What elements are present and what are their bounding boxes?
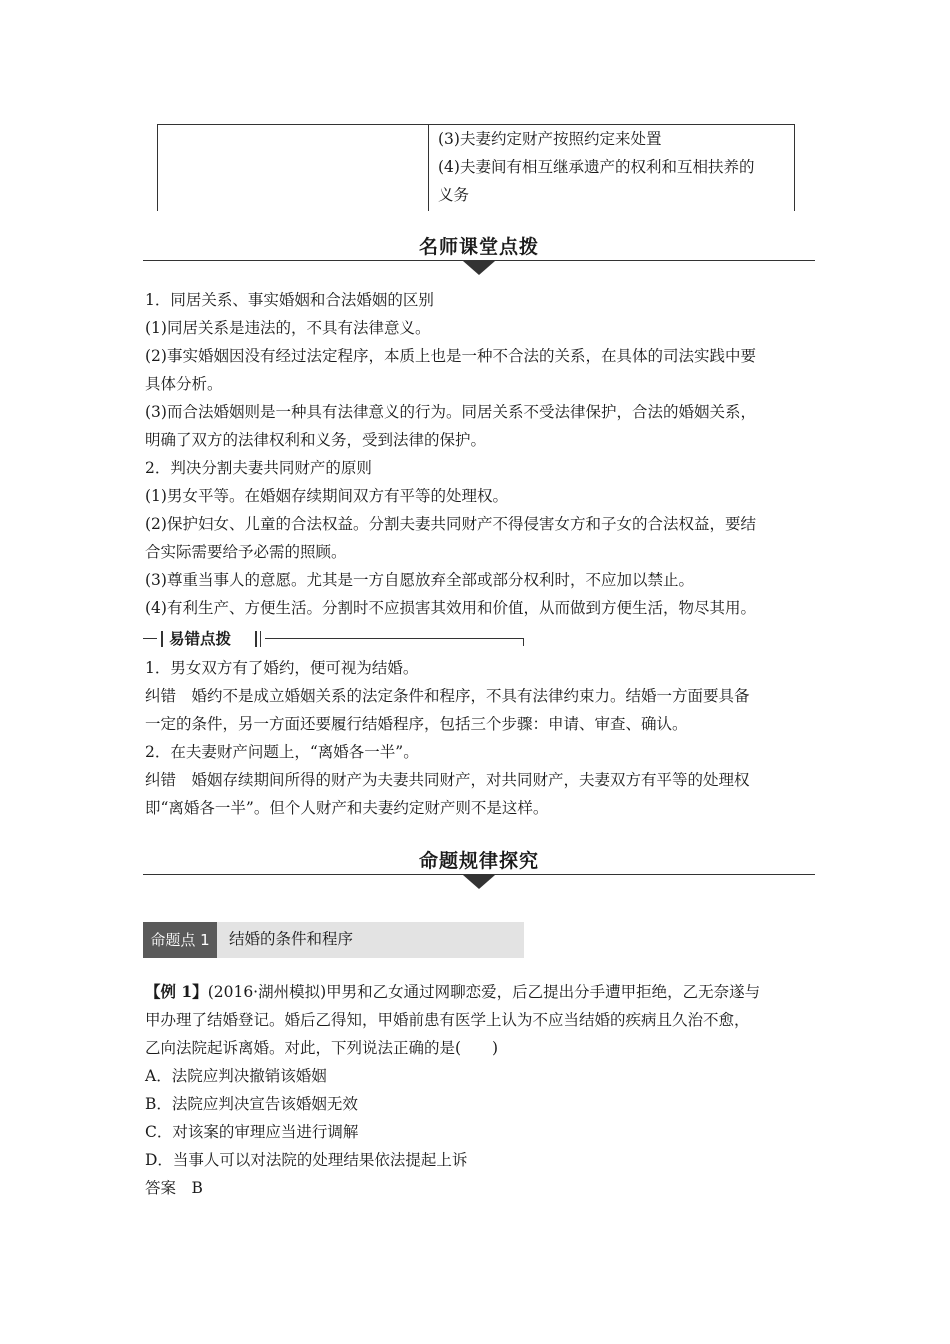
paragraph-line: 合实际需要给予必需的照顾。 — [145, 543, 347, 561]
paragraph-line: 纠错 婚约不是成立婚姻关系的法定条件和程序，不具有法律约束力。结婚一方面要具备 — [145, 687, 750, 705]
triangle-icon — [463, 261, 495, 275]
paragraph-line: 2．判决分割夫妻共同财产的原则 — [145, 459, 372, 477]
table-fragment — [157, 124, 795, 211]
section-title: 命题规律探究 — [418, 850, 539, 872]
option-c: C．对该案的审理应当进行调解 — [145, 1123, 359, 1141]
paragraph-line: 具体分析。 — [145, 375, 223, 393]
option-d: D．当事人可以对法院的处理结果依法提起上诉 — [145, 1151, 468, 1169]
table-divider — [428, 125, 429, 211]
paragraph-line: 1．男女双方有了婚约，便可视为结婚。 — [145, 659, 419, 677]
topic-bar — [143, 922, 524, 958]
paragraph-line: (3)尊重当事人的意愿。尤其是一方自愿放弃全部或部分权利时，不应加以禁止。 — [145, 571, 694, 589]
table-line: (3)夫妻约定财产按照约定来处置 — [438, 130, 662, 148]
topic-tag: 命题点 1 — [143, 922, 217, 958]
paragraph-line: (2)事实婚姻因没有经过法定程序，本质上也是一种不合法的关系，在具体的司法实践中要 — [145, 347, 756, 365]
example-text: (2016·湖州模拟)甲男和乙女通过网聊恋爱，后乙提出分手遭甲拒绝，乙无奈遂与 — [207, 983, 761, 1001]
section-header — [143, 846, 815, 886]
paragraph-line: (2)保护妇女、儿童的合法权益。分割夫妻共同财产不得侵害女方和子女的合法权益，要结 — [145, 515, 756, 533]
topic-text: 结婚的条件和程序 — [229, 930, 354, 948]
paragraph-line: 2．在夫妻财产问题上，“离婚各一半”。 — [145, 743, 419, 761]
tip-header — [143, 628, 525, 650]
paragraph-line: (4)有利生产、方便生活。分割时不应损害其效用和价值，从而做到方便生活，物尽其用。 — [145, 599, 756, 617]
example-line: 甲办理了结婚登记。婚后乙得知，甲婚前患有医学上认为不应当结婚的疾病且久治不愈， — [145, 1011, 750, 1029]
tip-body — [145, 654, 815, 822]
paragraph-line: 即“离婚各一半”。但个人财产和夫妻约定财产则不是这样。 — [145, 799, 549, 817]
example-line: 乙向法院起诉离婚。对此，下列说法正确的是( ) — [145, 1039, 499, 1057]
paragraph-line: 1．同居关系、事实婚姻和合法婚姻的区别 — [145, 291, 434, 309]
table-cell — [438, 125, 788, 209]
section-title: 名师课堂点拨 — [418, 236, 539, 258]
paragraph-line: (1)同居关系是违法的，不具有法律意义。 — [145, 319, 431, 337]
paragraph-line: (3)而合法婚姻则是一种具有法律意义的行为。同居关系不受法律保护，合法的婚姻关系， — [145, 403, 756, 421]
section-header — [143, 232, 815, 272]
option-b: B．法院应判决宣告该婚姻无效 — [145, 1095, 358, 1113]
paragraph-line: 纠错 婚姻存续期间所得的财产为夫妻共同财产，对共同财产，夫妻双方有平等的处理权 — [145, 771, 750, 789]
answer: 答案 B — [145, 1179, 203, 1197]
table-line: 义务 — [438, 186, 470, 204]
example-label: 【例 1】 — [145, 982, 208, 1001]
paragraph-line: (1)男女平等。在婚姻存续期间双方有平等的处理权。 — [145, 487, 508, 505]
example-block — [145, 978, 815, 1202]
tip-label: 易错点拨 — [169, 629, 232, 648]
paragraph-line: 一定的条件，另一方面还要履行结婚程序，包括三个步骤：申请、审查、确认。 — [145, 715, 688, 733]
table-line: (4)夫妻间有相互继承遗产的权利和互相扶养的 — [438, 158, 755, 176]
option-a: A．法院应判决撤销该婚姻 — [145, 1067, 327, 1085]
triangle-icon — [463, 875, 495, 889]
paragraph-line: 明确了双方的法律权利和义务，受到法律的保护。 — [145, 431, 487, 449]
section-body — [145, 286, 815, 622]
example-line — [145, 978, 815, 1006]
